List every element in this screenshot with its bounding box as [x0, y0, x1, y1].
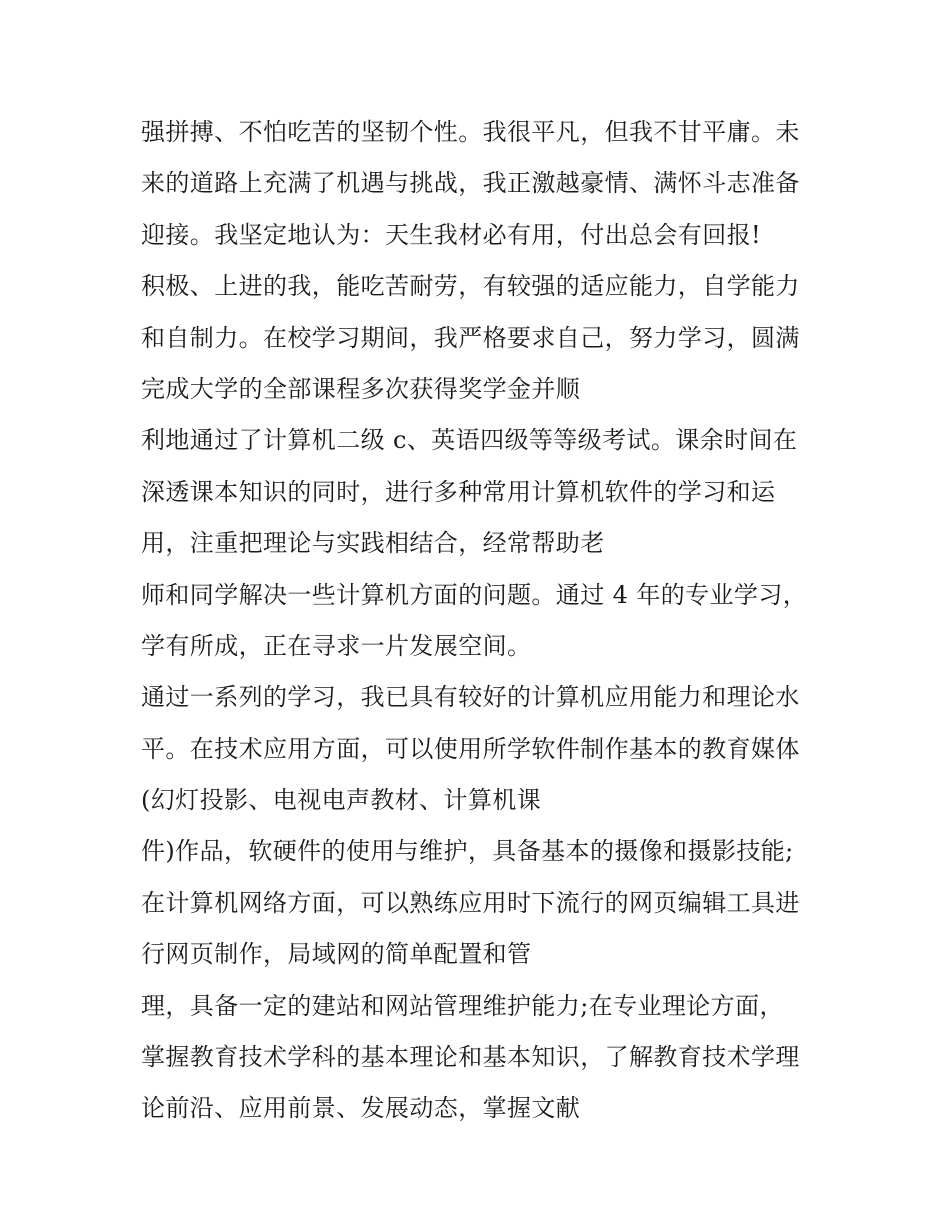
text-line: 师和同学解决一些计算机方面的问题。通过 4 年的专业学习， — [141, 580, 808, 609]
text-line: 行网页制作，局域网的简单配置和管 — [141, 940, 532, 969]
text-line: 在计算机网络方面，可以熟练应用时下流行的网页编辑工具进 — [141, 888, 800, 917]
text-line: 迎接。我坚定地认为：天生我材必有用，付出总会有回报! — [141, 220, 762, 249]
text-line: 利地通过了计算机二级 c、英语四级等等级考试。课余时间在 — [141, 426, 798, 455]
text-line: 学有所成，正在寻求一片发展空间。 — [141, 631, 532, 660]
text-line: 强拼搏、不怕吃苦的坚韧个性。我很平凡，但我不甘平庸。未 — [141, 118, 800, 146]
text-line: 平。在技术应用方面，可以使用所学软件制作基本的教育媒体 — [141, 734, 800, 763]
text-line: 掌握教育技术学科的基本理论和基本知识，了解教育技术学理 — [141, 1043, 800, 1072]
text-line: 用，注重把理论与实践相结合，经常帮助老 — [141, 529, 605, 558]
text-line: 深透课本知识的同时，进行多种常用计算机软件的学习和运 — [141, 477, 776, 506]
text-line: 理，具备一定的建站和网站管理维护能力;在专业理论方面， — [141, 991, 784, 1020]
text-line: 完成大学的全部课程多次获得奖学金并顺 — [141, 374, 581, 403]
text-line: 通过一系列的学习，我已具有较好的计算机应用能力和理论水 — [141, 683, 800, 712]
text-line: (幻灯投影、电视电声教材、计算机课 — [141, 786, 542, 815]
text-line: 件)作品，软硬件的使用与维护，具备基本的摄像和摄影技能; — [141, 837, 794, 866]
body-text — [141, 107, 821, 1135]
text-line: 积极、上进的我，能吃苦耐劳，有较强的适应能力，自学能力 — [141, 272, 800, 301]
text-line: 和自制力。在校学习期间，我严格要求自己，努力学习，圆满 — [141, 323, 800, 352]
text-line: 论前沿、应用前景、发展动态，掌握文献 — [141, 1094, 581, 1123]
text-line: 来的道路上充满了机遇与挑战，我正激越豪情、满怀斗志准备 — [141, 169, 800, 198]
